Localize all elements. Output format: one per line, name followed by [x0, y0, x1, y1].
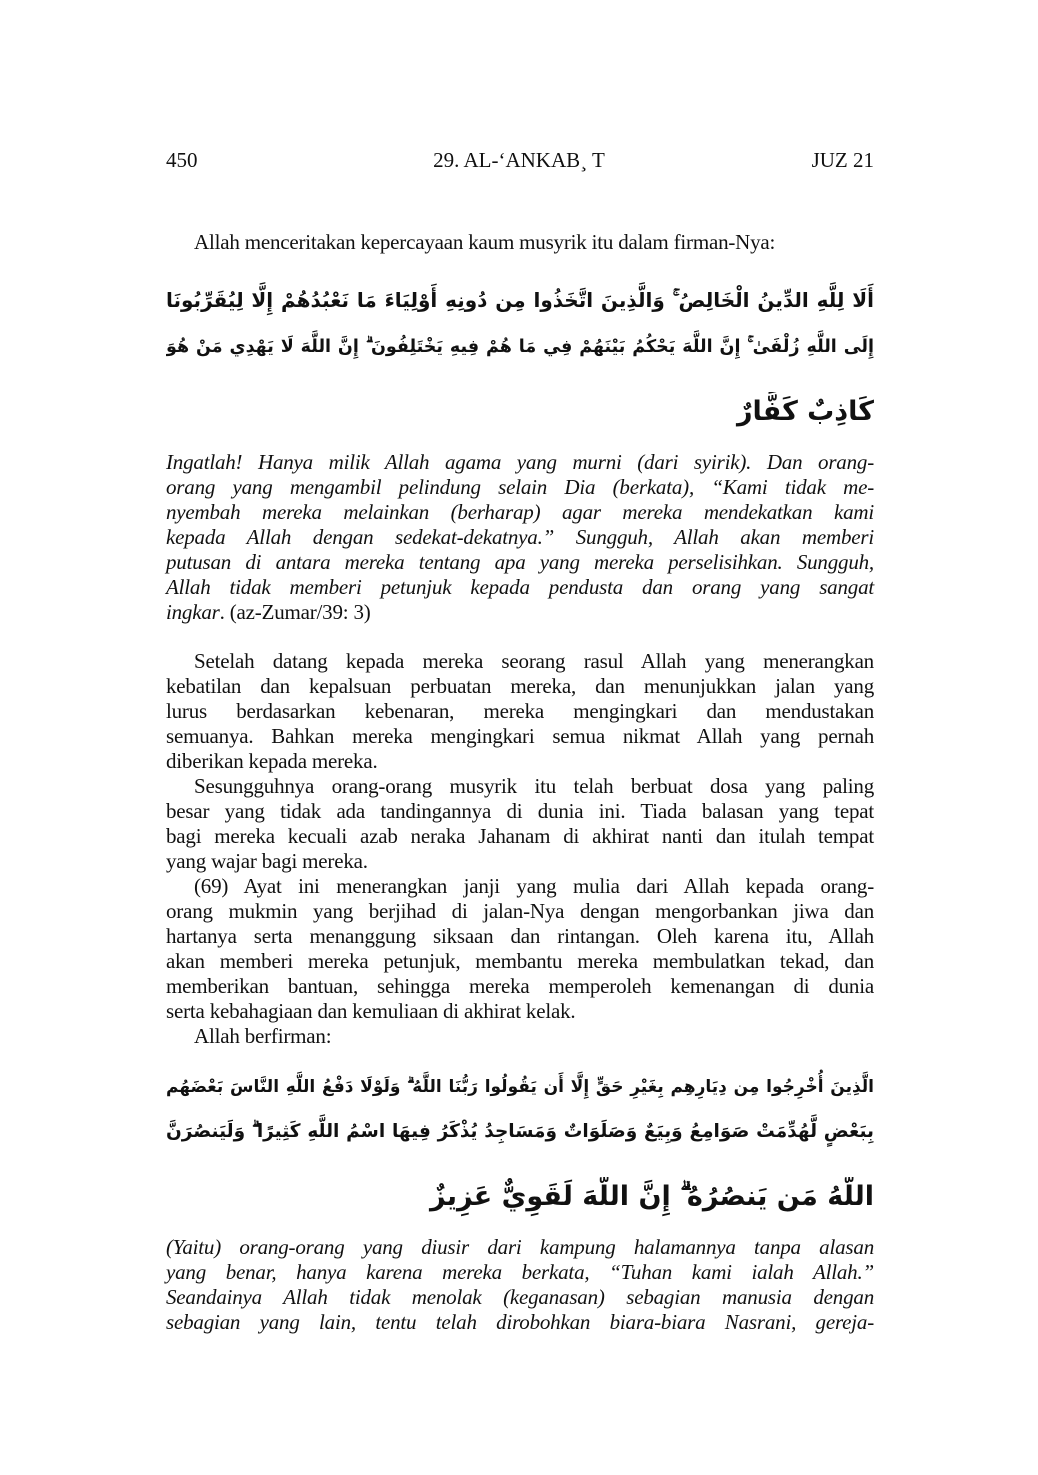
translation-line: yang benar, hanya karena mereka berkata, “Tuhan kami ialah Allah.” — [166, 1260, 874, 1284]
paragraph-line: hartanya serta menanggung siksaan dan rintangan. Oleh karena itu, Allah — [166, 924, 874, 948]
paragraph-line: bagi mereka kecuali azab neraka Jahanam di akhirat nanti dan itulah tempat — [166, 824, 874, 848]
paragraph-line: lurus berdasarkan kebenaran, mereka mengingkari dan mendustakan — [166, 699, 874, 723]
arabic-verse-line: أَلَا لِلَّهِ الدِّينُ الْخَالِصُ ۚ وَالَّذِينَ اتَّخَذُوا مِن دُونِهِ أَوْلِيَاءَ مَا نَعْبُدُهُمْ إِلَّا لِيُقَرِّبُونَا — [166, 288, 874, 312]
translation-line: Allah tidak memberi petunjuk kepada pendusta dan orang yang sangat — [166, 575, 874, 599]
translation-line: sebagian yang lain, tentu telah dirobohkan biara-biara Nasrani, gereja- — [166, 1310, 874, 1334]
arabic-verse-line: كَاذِبٌ كَفَّارٌ — [736, 396, 874, 427]
paragraph-line: Sesungguhnya orang-orang musyrik itu telah berbuat dosa yang paling — [194, 774, 874, 798]
paragraph-line: besar yang tidak ada tandingannya di dunia ini. Tiada balasan yang tepat — [166, 799, 874, 823]
paragraph-line: (69) Ayat ini menerangkan janji yang mulia dari Allah kepada orang- — [194, 874, 874, 898]
translation-line: nyembah mereka melainkan (berharap) agar mereka mendekatkan kami — [166, 500, 874, 524]
paragraph-line: yang wajar bagi mereka. — [166, 849, 368, 873]
intro-text: Allah menceritakan kepercayaan kaum musyrik itu dalam firman-Nya: — [194, 230, 776, 254]
translation-line: (Yaitu) orang-orang yang diusir dari kampung halamannya tanpa alasan — [166, 1235, 874, 1259]
translation-line: putusan di antara mereka tentang apa yang mereka perselisihkan. Sungguh, — [166, 550, 874, 574]
translation-text: ingkar — [166, 600, 220, 624]
paragraph-line: kebatilan dan kepalsuan perbuatan mereka, dan menunjukkan jalan yang — [166, 674, 874, 698]
arabic-verse-line: الَّذِينَ أُخْرِجُوا مِن دِيَارِهِم بِغَيْرِ حَقٍّ إِلَّا أَن يَقُولُوا رَبُّنَا اللَّهُ ۗ وَلَوْلَا دَفْعُ اللَّهِ النَّاسَ بَعْضَهُم — [166, 1077, 874, 1097]
paragraph-line: orang mukmin yang berjihad di jalan-Nya dengan mengorbankan jiwa dan — [166, 899, 874, 923]
arabic-verse-line: اللَّهُ مَن يَنصُرُهُ ۗ إِنَّ اللَّهَ لَقَوِيٌّ عَزِيزٌ — [430, 1181, 874, 1212]
translation-line: kepada Allah dengan sedekat-dekatnya.” Sungguh, Allah akan memberi — [166, 525, 874, 549]
translation-line: Seandainya Allah tidak menolak (keganasan) sebagian manusia dengan — [166, 1285, 874, 1309]
paragraph-line: semuanya. Bahkan mereka mengingkari semua nikmat Allah yang pernah — [166, 724, 874, 748]
arabic-verse-line: بِبَعْضٍ لَّهُدِّمَتْ صَوَامِعُ وَبِيَعٌ وَصَلَوَاتٌ وَمَسَاجِدُ يُذْكَرُ فِيهَا اسْمُ اللَّهِ كَثِيرًا ۗ وَلَيَنصُرَنَّ — [166, 1121, 874, 1142]
verse-reference: . (az-Zumar/39: 3) — [219, 600, 371, 624]
translation-line: orang yang mengambil pelindung selain Dia (berkata), “Kami tidak me- — [166, 475, 874, 499]
chapter-title: 29. AL-‘ANKAB¸ T — [433, 148, 605, 172]
paragraph-line: diberikan kepada mereka. — [166, 749, 378, 773]
paragraph-line: serta kebahagiaan dan kemuliaan di akhirat kelak. — [166, 999, 576, 1023]
translation-line — [166, 600, 874, 625]
translation-line: Ingatlah! Hanya milik Allah agama yang murni (dari syirik). Dan orang- — [166, 450, 874, 474]
page-number: 450 — [166, 148, 198, 172]
paragraph-line: Allah berfirman: — [194, 1024, 332, 1048]
paragraph-line: Setelah datang kepada mereka seorang rasul Allah yang menerangkan — [194, 649, 874, 673]
juz-label: JUZ 21 — [811, 148, 874, 172]
paragraph-line: memberikan bantuan, sehingga mereka memperoleh kemenangan di dunia — [166, 974, 874, 998]
arabic-verse-line: إِلَى اللَّهِ زُلْفَىٰ ۚ إِنَّ اللَّهَ يَحْكُمُ بَيْنَهُمْ فِي مَا هُمْ فِيهِ يَخْتَلِفُونَ ۗ إِنَّ اللَّهَ لَا يَهْدِي مَنْ هُوَ — [166, 337, 874, 357]
paragraph-line: akan memberi mereka petunjuk, membantu mereka membulatkan tekad, dan — [166, 949, 874, 973]
